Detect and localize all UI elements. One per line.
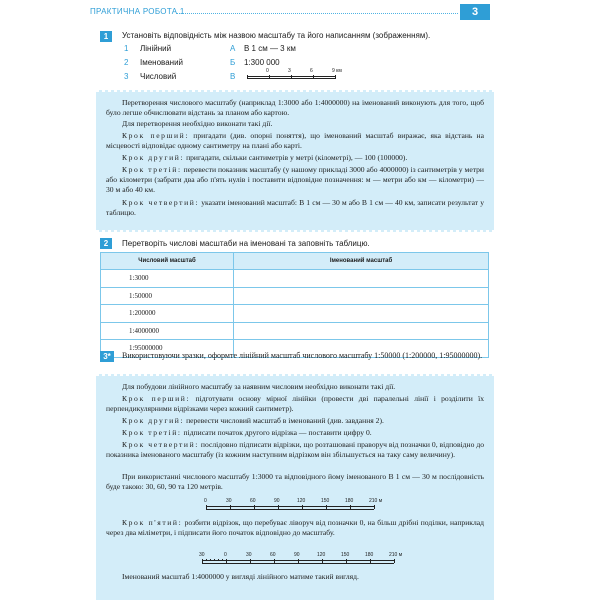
info-box-1-para-3: Крок перший: пригадати (див. опорні поняття), що іменований масштаб виражає, яка відстань на місцевості відповідає одному сантиметру на плані або карті.: [106, 131, 484, 151]
table-row: [101, 322, 489, 340]
header-divider: [176, 13, 458, 14]
table-cell-answer[interactable]: [234, 305, 489, 323]
table-cell-numeric: 1:50000: [101, 287, 234, 305]
table-cell-answer[interactable]: [234, 322, 489, 340]
scale-1-label: 120: [297, 498, 306, 504]
task-3-prompt: Використовуючи зразки, оформте лінійний масштаб числового масштабу 1:50000 (1:200000, 1:95000000).: [122, 351, 483, 360]
scale-a-label-0: 0: [266, 68, 269, 74]
scale-2-label: 90: [294, 552, 300, 558]
table-cell-numeric: 1:4000000: [101, 322, 234, 340]
table-cell-answer[interactable]: [234, 270, 489, 288]
table-row: [101, 287, 489, 305]
info-box-2-para-8: Іменований масштаб 1:4000000 у вигляді лінійного матиме такий вигляд.: [122, 572, 359, 581]
scale-1-label: 180: [345, 498, 354, 504]
info-box-1-para-5: Крок третій: перевести показник масштабу (у нашому прикладі 3000 або 4000000) із сантиметрів у метри або кілометри (забрати два або п'ять нулів і поставити відповідне позначення: м — метри або км — кілометри) — 30 м або 40 км.: [106, 165, 484, 195]
scale-2-label: 210 м: [389, 552, 403, 558]
task-1-number: 1: [100, 31, 112, 42]
task-2-number: 2: [100, 238, 112, 249]
table-header-named: Іменований масштаб: [234, 253, 489, 270]
page-number: 3: [460, 4, 490, 20]
scale-2-label: 30: [246, 552, 252, 558]
scale-a-label-3: 9 км: [332, 68, 342, 74]
task-1-right-text-b: 1:300 000: [244, 58, 280, 67]
info-box-2-para-2: Крок перший: підготувати основу мірної лінійки (провести дві паралельні лінії і розділити їх перпендикулярними відрізками через кожний сантиметр).: [106, 394, 485, 414]
info-box-1-para-2: Для перетворення необхідно виконати такі дії.: [122, 119, 273, 128]
info-box-2-para-6: При використанні числового масштабу 1:3000 та відповідного йому іменованого В 1 см — 30 м послідовність буде такою: 30, 60, 90 та 120 метрів.: [106, 472, 484, 492]
task-1-left-num-3: 3: [124, 72, 129, 81]
scale-1-label: 30: [226, 498, 232, 504]
info-box-2-para-3: Крок другий: перевести числовий масштаб в іменований (див. завдання 2).: [122, 416, 384, 425]
task-1-left-label-2: Іменований: [140, 58, 184, 67]
task-1-right-text-a: В 1 см — 3 км: [244, 44, 296, 53]
scale-1-label: 150: [321, 498, 330, 504]
task-1-left-label-3: Числовий: [140, 72, 177, 81]
scale-2-label: 0: [224, 552, 227, 558]
info-box-conversion: [96, 90, 494, 232]
scale-1-label: 90: [274, 498, 280, 504]
task-1-left-num-1: 1: [124, 44, 129, 53]
table-cell-numeric: 1:200000: [101, 305, 234, 323]
table-cell-answer[interactable]: [234, 287, 489, 305]
info-box-1-para-6: Крок четвертий: указати іменований масштаб: В 1 см — 30 м або В 1 см — 40 км, записати результат у таблицю.: [106, 198, 484, 218]
task-1-prompt: Установіть відповідність між назвою масштабу та його написанням (зображенням).: [122, 31, 431, 40]
info-box-2-para-4: Крок третій: підписати початок другого відрізка — поставити цифру 0.: [122, 428, 372, 437]
task-1-right-letter-v: В: [230, 72, 236, 81]
scale-1-label: 0: [204, 498, 207, 504]
table-row: [101, 270, 489, 288]
task-1-left-label-1: Лінійний: [140, 44, 172, 53]
section-title: ПРАКТИЧНА РОБОТА 1: [90, 7, 185, 16]
task-2-prompt: Перетворіть числові масштаби на іменовані та заповніть таблицю.: [122, 239, 370, 248]
task-1-right-letter-a: А: [230, 44, 236, 53]
scale-conversion-table: [100, 252, 489, 358]
info-box-2-para-1: Для побудови лінійного масштабу за наявним числовим необхідно виконати такі дії.: [122, 382, 396, 391]
table-cell-numeric: 1:95000000: [101, 340, 234, 358]
table-cell-numeric: 1:3000: [101, 270, 234, 288]
scale-1-label: 60: [250, 498, 256, 504]
scale-a-label-1: 3: [288, 68, 291, 74]
info-box-2-para-7: Крок п'ятий: розбити відрізок, що перебуває ліворуч від позначки 0, на більш дрібні поділки, наприклад через два міліметри, і підписати його початок відповідно до масштабу.: [106, 518, 484, 538]
info-box-2-para-5: Крок четвертий: послідовно підписати відрізки, що розташовані праворуч від позначки 0, відповідно до показника іменованого масштабу (із кожним наступним відрізком він збільшується на таку саму величину).: [106, 440, 484, 460]
table-row: [101, 305, 489, 323]
scale-2-label: 30: [199, 552, 205, 558]
scale-2-label: 60: [270, 552, 276, 558]
task-1-left-num-2: 2: [124, 58, 129, 67]
scale-1-label: 210 м: [369, 498, 383, 504]
scale-2-label: 180: [365, 552, 374, 558]
info-box-1-para-1: Перетворення числового масштабу (наприклад 1:3000 або 1:4000000) на іменований виконують для того, щоб було легше обчислювати відстань за планом або картою.: [106, 98, 484, 118]
scale-2-label: 150: [341, 552, 350, 558]
task-1-right-letter-b: Б: [230, 58, 236, 67]
info-box-linear-scale: [96, 374, 494, 600]
scale-2-label: 120: [317, 552, 326, 558]
task-3-number: 3*: [100, 351, 114, 362]
scale-a-label-2: 6: [310, 68, 313, 74]
table-header-numeric: Числовий масштаб: [101, 253, 234, 270]
info-box-1-para-4: Крок другий: пригадати, скільки сантиметрів у метрі (кілометрі), — 100 (100000).: [122, 153, 408, 162]
